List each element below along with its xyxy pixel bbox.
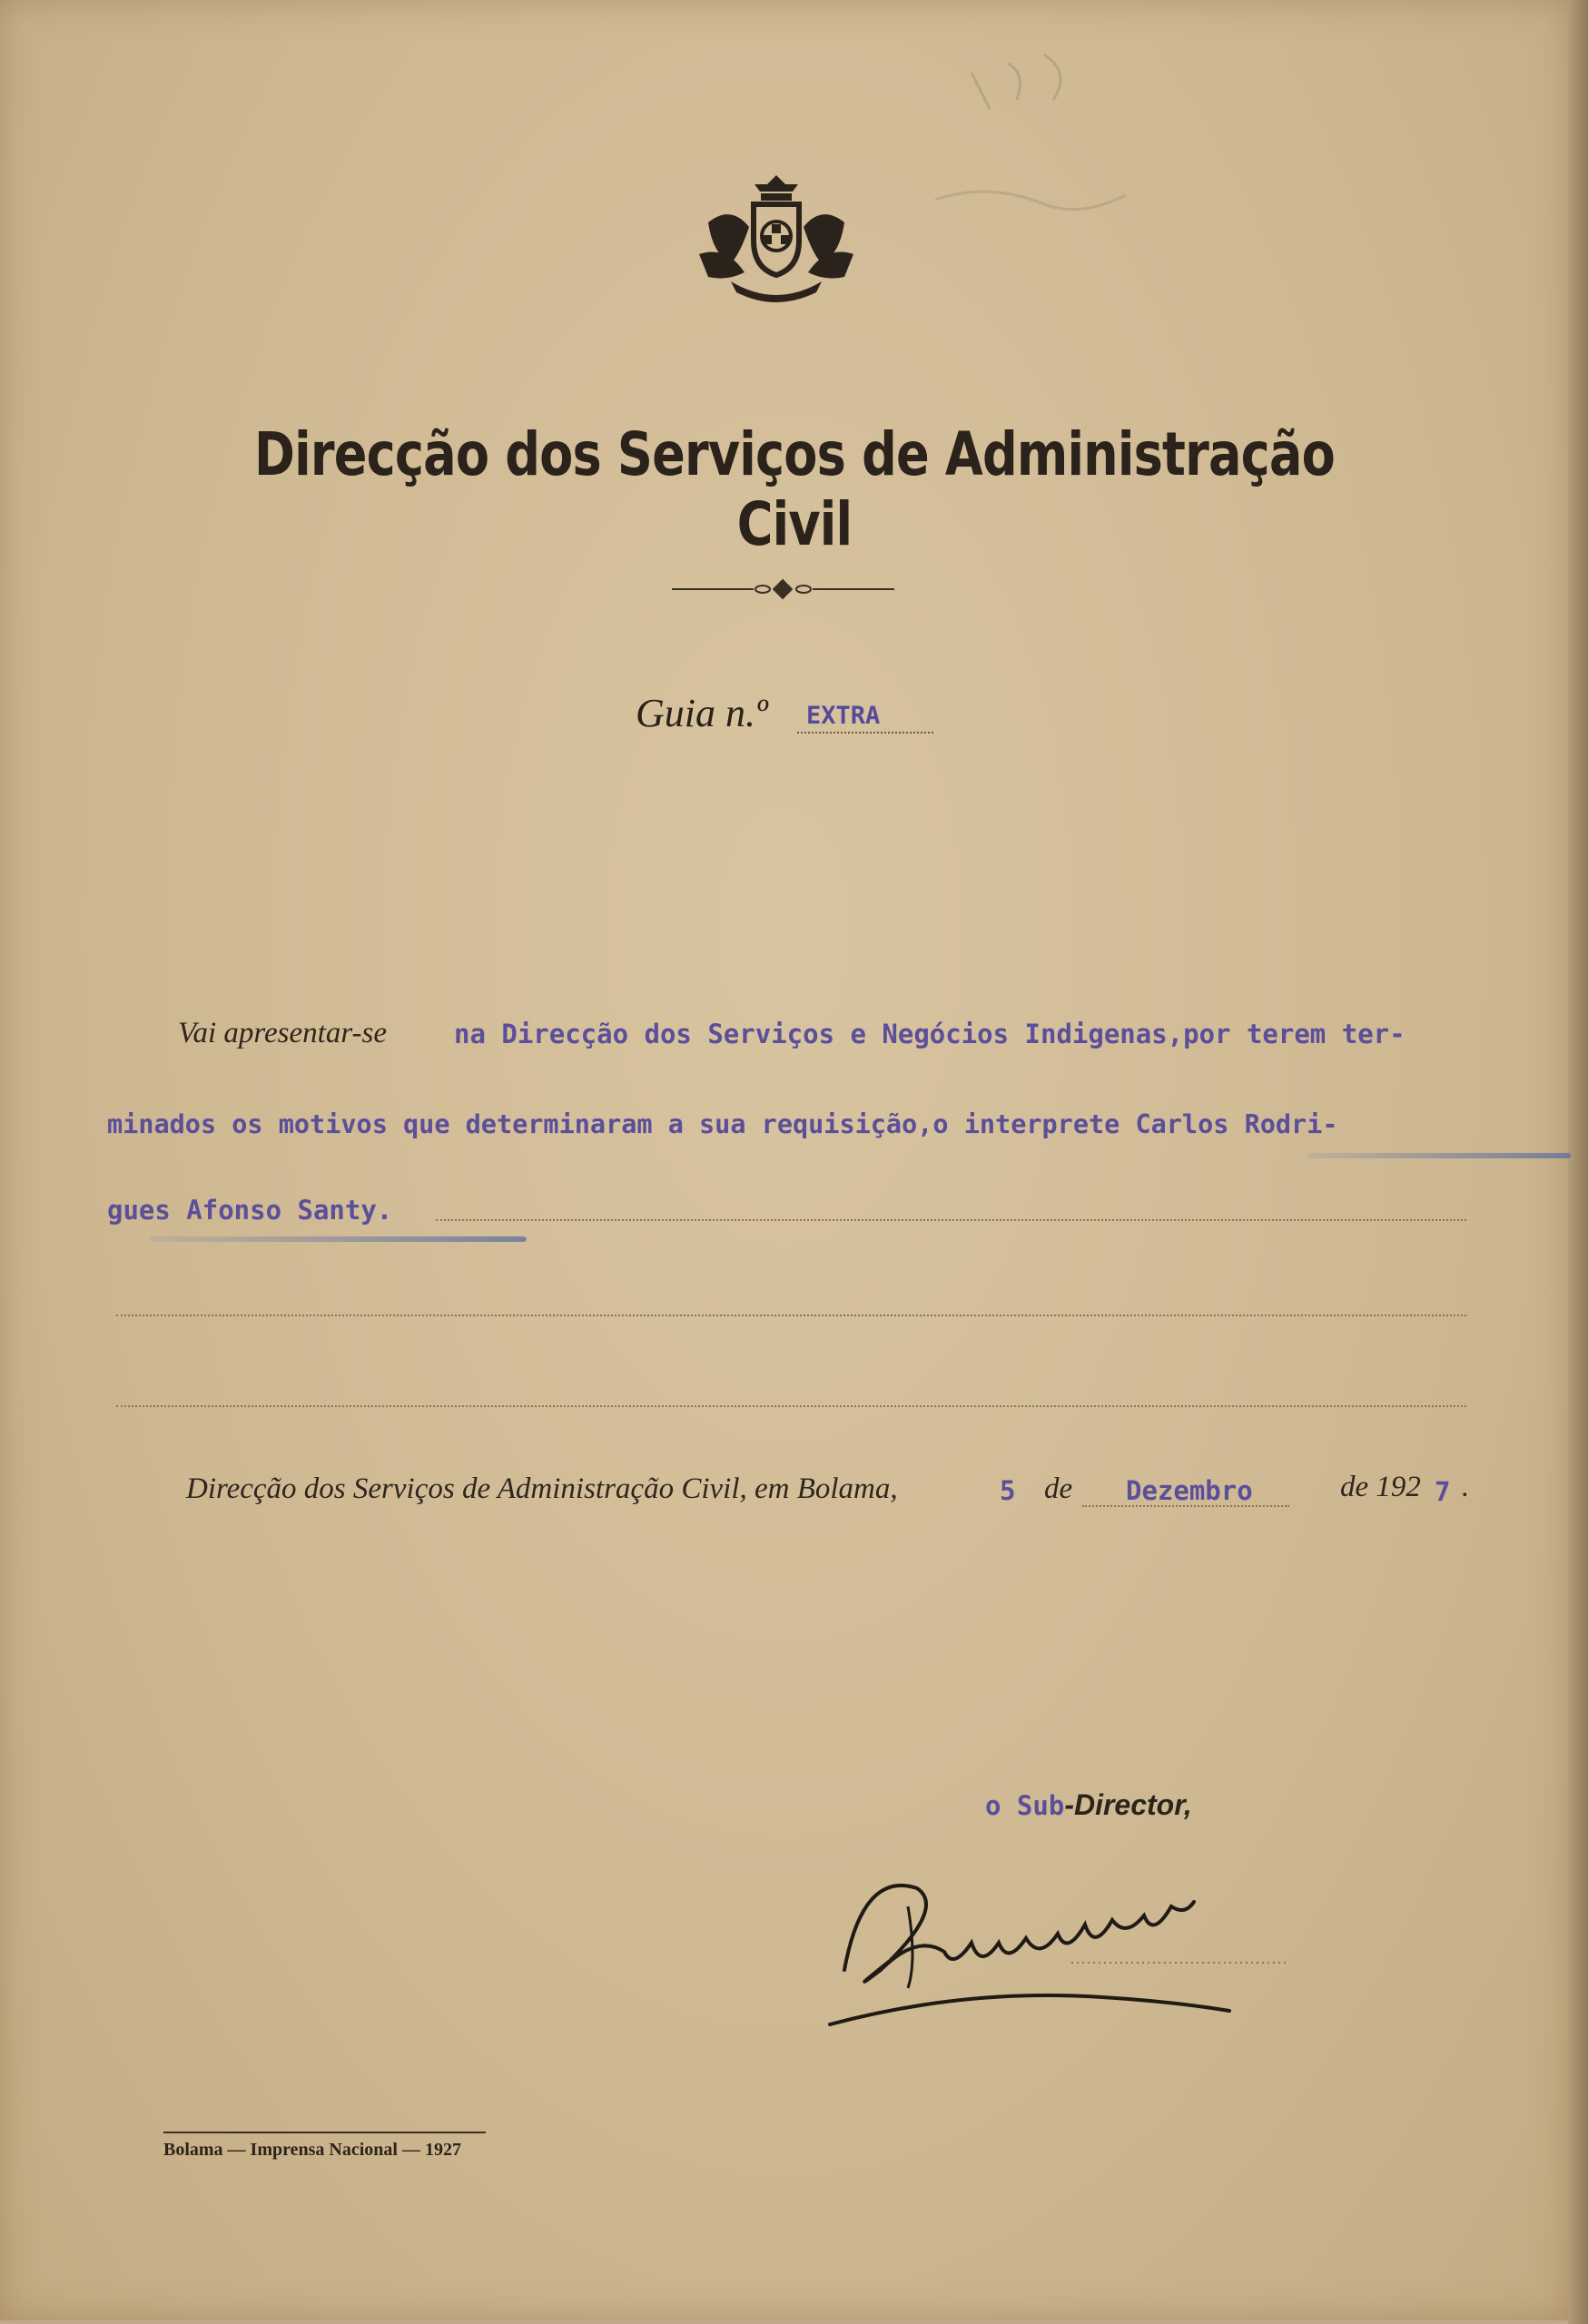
handwritten-signature-icon (817, 1843, 1289, 2043)
guia-label: Guia n.º (636, 691, 768, 735)
dateline-month: Dezembro (1126, 1475, 1253, 1506)
pencil-annotation-icon (935, 45, 1208, 281)
office-title: Direcção dos Serviços de Administração Civil (254, 419, 1335, 559)
body-line-3: gues Afonso Santy. (107, 1195, 393, 1226)
body-line-1: na Direcção dos Serviços e Negócios Indigenas,por terem ter- (454, 1019, 1406, 1049)
page-edge (1568, 0, 1588, 2324)
printer-imprint: Bolama — Imprensa Nacional — 1927 (163, 2140, 461, 2160)
dateline-place: Direcção dos Serviços de Administração Civil, em Bolama, (186, 1472, 898, 1505)
dateline-year-prefix: de 192 (1340, 1471, 1421, 1503)
divider-ornament-icon (672, 570, 894, 608)
name-underline-mark (1307, 1153, 1571, 1158)
guia-number: EXTRA (806, 702, 881, 730)
signatory-title (985, 1788, 1192, 1822)
dateline-day: 5 (1000, 1475, 1016, 1506)
dotted-line-1 (436, 1219, 1466, 1221)
signatory-typed: o Sub (985, 1790, 1065, 1821)
dotted-line-2 (116, 1315, 1466, 1316)
signatory-printed: -Director, (1064, 1788, 1192, 1821)
imprint-rule (163, 2132, 486, 2133)
dotted-line-3 (116, 1405, 1466, 1407)
dateline-year-digit: 7 (1435, 1476, 1451, 1507)
guia-dotted-line (797, 732, 933, 734)
dateline-de: de (1044, 1472, 1073, 1505)
name-underline-mark-2 (150, 1236, 527, 1242)
dateline-end: . (1462, 1471, 1470, 1503)
body-line-2: minados os motivos que determinaram a sua requisição,o interprete Carlos Rodri- (107, 1109, 1338, 1139)
coat-of-arms-icon (690, 168, 863, 304)
body-intro: Vai apresentar-se (178, 1017, 388, 1049)
